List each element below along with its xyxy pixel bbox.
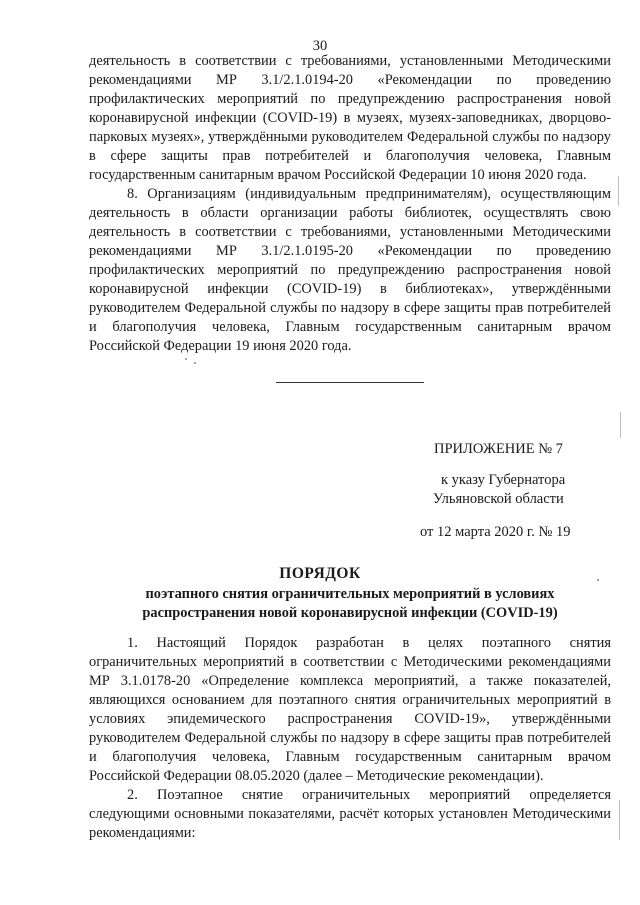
paragraph-item-1: 1. Настоящий Порядок разработан в целях поэтапного снятия ограничительных мероприятий в соответствии с Методическими рекомендациями МР 3.1.0178-20 «Определение комплекса мероприятий, а также показателей, являющихся основанием для поэтапного снятия ограничительных мероприятий в условиях эпидемического распространения COVID-19», утверждёнными руководителем Федеральной службы по надзору в сфере защиты прав потребителей и благополучия человека, Главным государственным санитарным врачом Российской Федерации 08.05.2020 (далее – Методические рекомендации). xyxy=(89,635,611,784)
scan-edge-mark xyxy=(620,412,621,438)
document-subtitle: поэтапного снятия ограничительных мероприятий в условиях распространения новой коронавирусной инфекции (COVID-19) xyxy=(142,586,558,621)
scan-speck xyxy=(194,362,196,364)
scan-edge-mark xyxy=(619,800,620,840)
paragraph-item-8: 8. Организациям (индивидуальным предпринимателям), осуществляющим деятельность в области организации работы библиотек, осуществлять свою деятельность в соответствии с требованиями, установленными Методическими рекомендациями МР 3.1/2.1.0195-20 «Рекомендации по проведению профилактических мероприятий по предупреждению распространения новой коронавирусной инфекции (COVID-19) в библиотеках», утверждёнными руководителем Федеральной службы по надзору в сфере защиты прав потребителей и благополучия человека, Главным государственным санитарным врачом Российской Федерации 19 июня 2020 года. xyxy=(89,186,611,354)
text-block-bottom xyxy=(89,634,611,843)
text-block-top xyxy=(89,52,611,356)
appendix-date: от 12 марта 2020 г. № 19 xyxy=(420,524,571,540)
paragraph-item-2: 2. Поэтапное снятие ограничительных мероприятий определяется следующими основными показателями, расчёт которых установлен Методическими рекомендациями: xyxy=(89,787,611,841)
document-title: ПОРЯДОК xyxy=(279,565,361,582)
scan-edge-mark xyxy=(618,176,619,206)
paragraph-continuation: деятельность в соответствии с требованиями, установленными Методическими рекомендациями МР 3.1/2.1.0194-20 «Рекомендации по проведению профилактических мероприятий по предупреждению распространения новой коронавирусной инфекции (COVID-19) в музеях, музеях-заповедниках, дворцово-парковых музеях», утверждёнными руководителем Федеральной службы по надзору в сфере защиты прав потребителей и благополучия человека, Главным государственным санитарным врачом Российской Федерации 10 июня 2020 года. xyxy=(89,53,611,183)
section-separator xyxy=(276,382,424,383)
appendix-decree-line1: к указу Губернатора xyxy=(441,472,566,488)
scan-speck xyxy=(185,358,187,360)
appendix-title: ПРИЛОЖЕНИЕ № 7 xyxy=(434,441,563,457)
page-number: 30 xyxy=(312,38,328,54)
appendix-decree-line2: Ульяновской области xyxy=(433,491,564,507)
scan-speck xyxy=(597,579,599,581)
